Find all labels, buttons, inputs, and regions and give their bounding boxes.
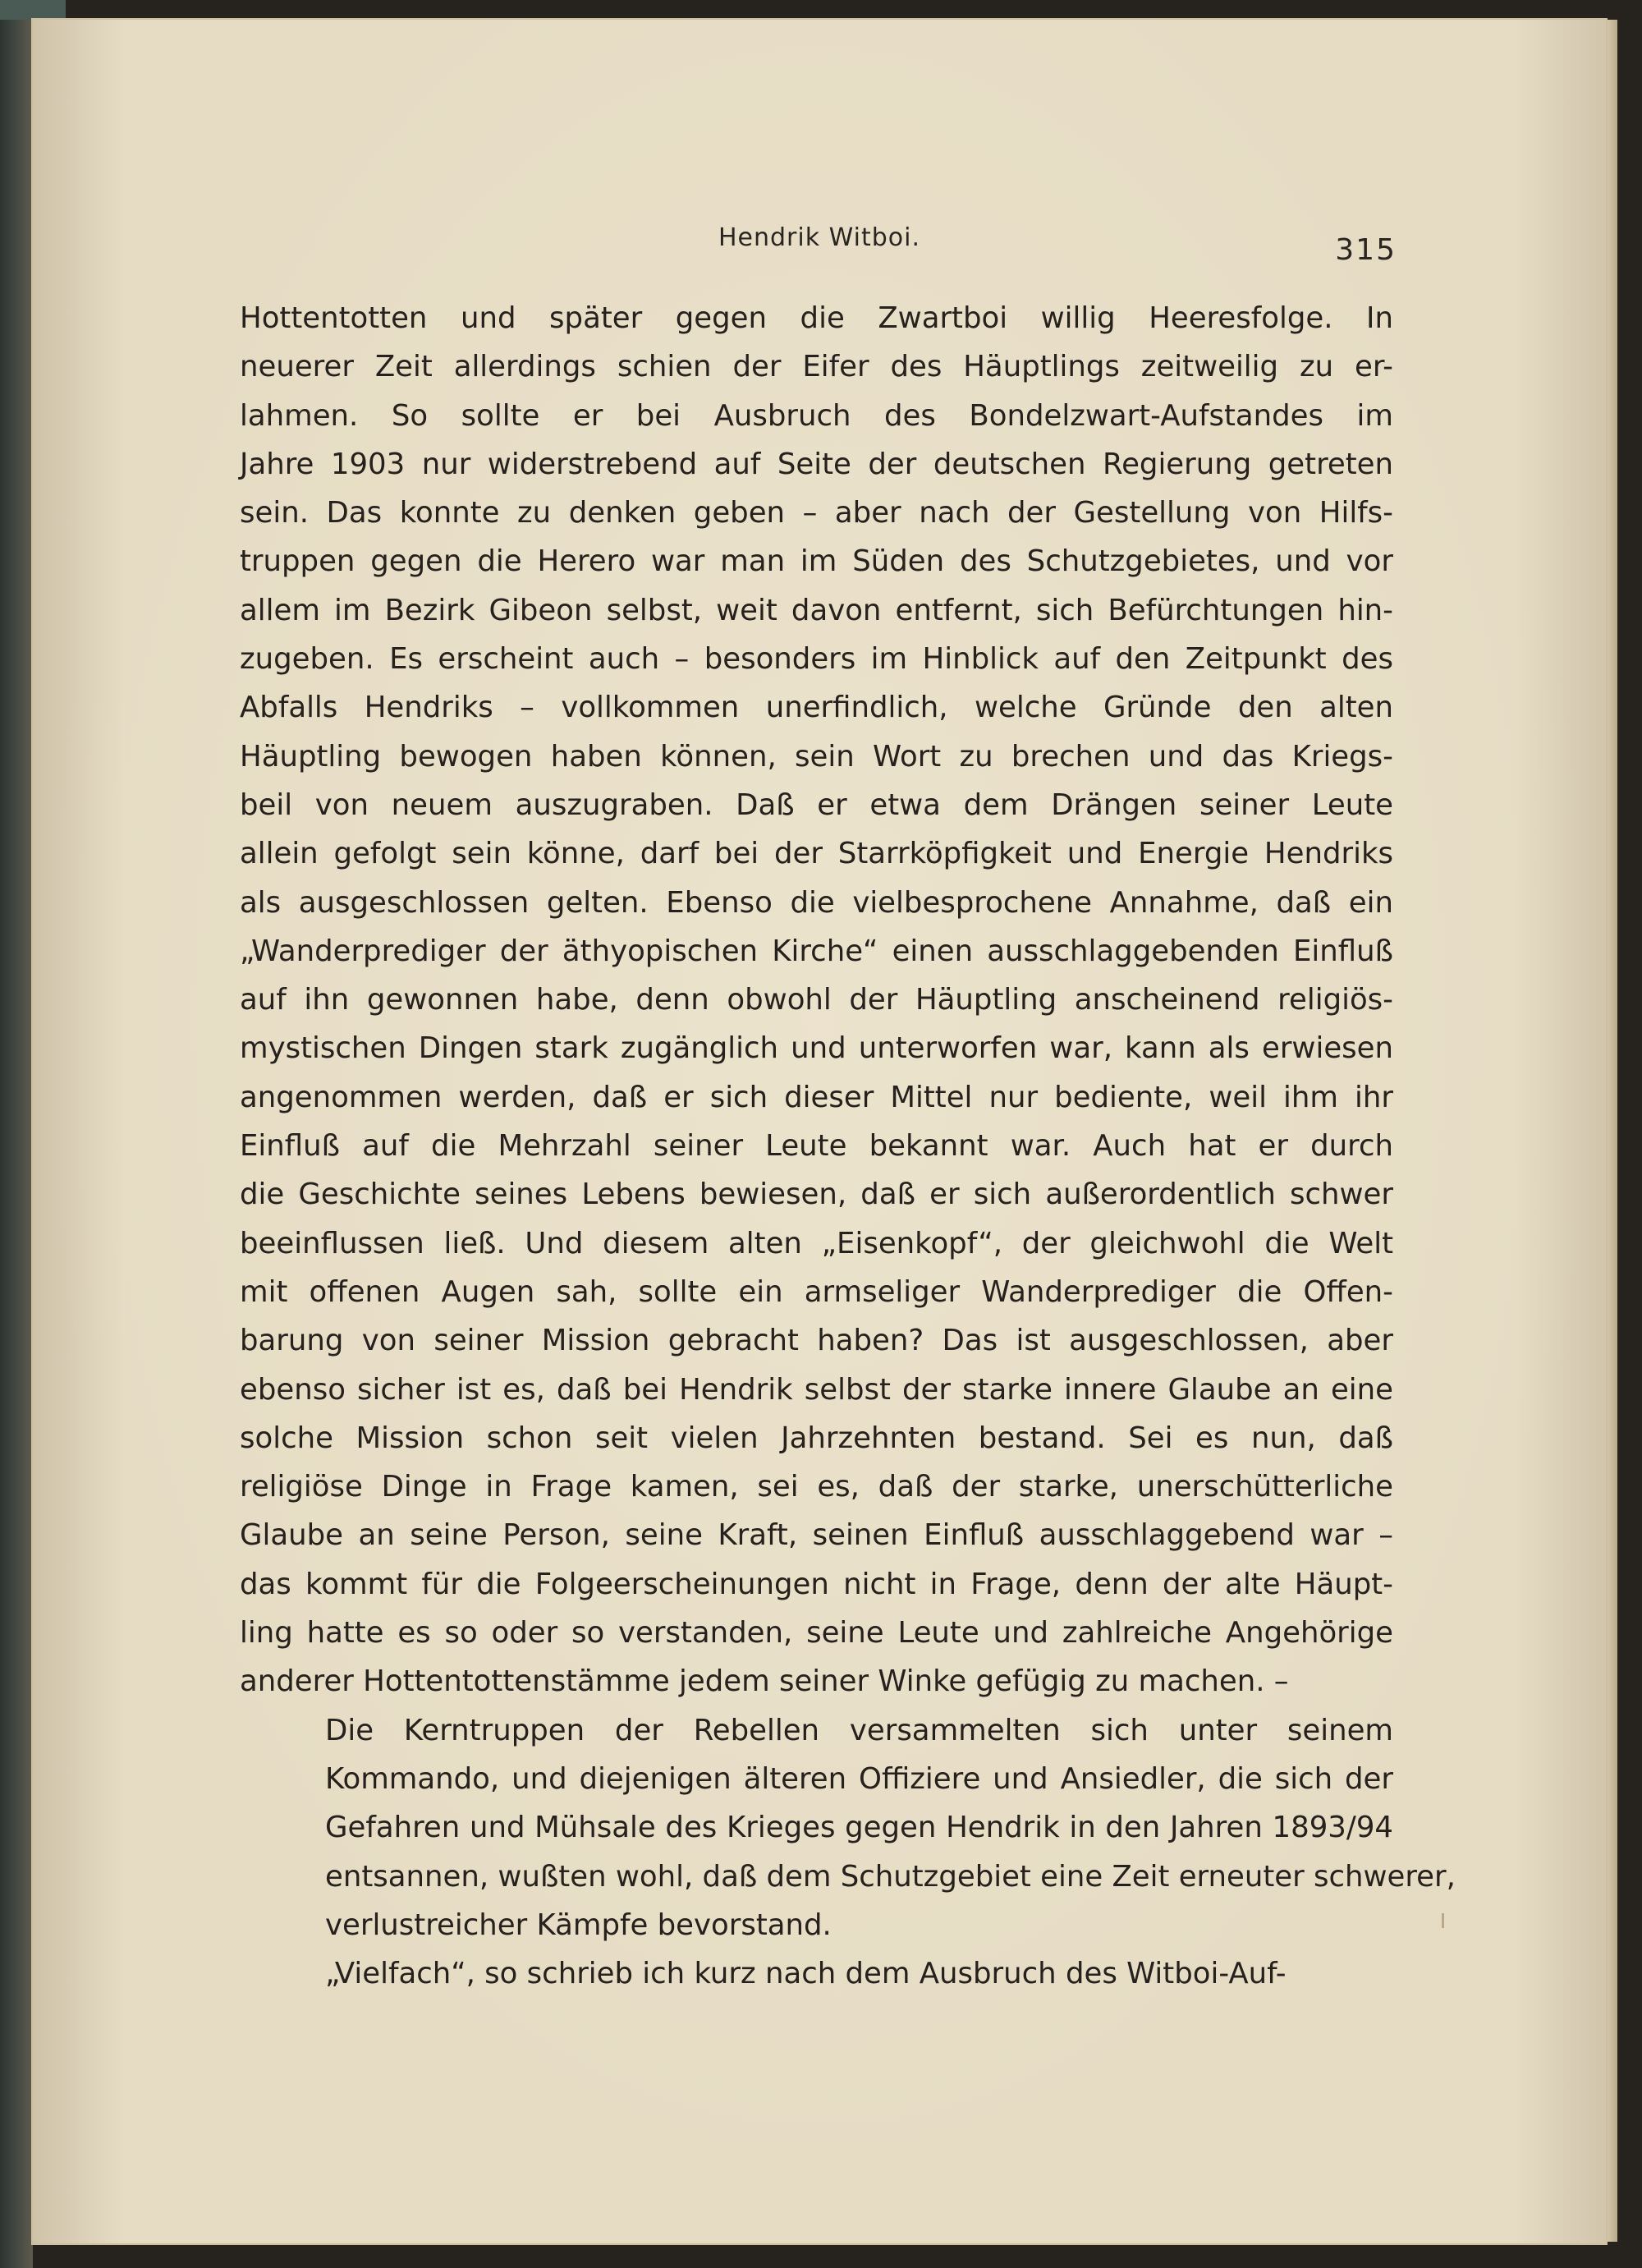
- text-line: ebenso sicher ist es, daß bei Hendrik selbst der starke innere Glaube an eine: [240, 1372, 1393, 1407]
- text-line: als ausgeschlossen gelten. Ebenso die vielbesprochene Annahme, daß ein: [240, 885, 1393, 920]
- body-text: [240, 294, 1456, 1998]
- text-line: ling hatte es so oder so verstanden, seine Leute und zahlreiche Angehörige: [240, 1616, 1393, 1650]
- text-line: mit offenen Augen sah, sollte ein armseliger Wanderprediger die Offen-: [240, 1274, 1393, 1309]
- text-line: beeinflussen ließ. Und diesem alten „Eisenkopf“, der gleichwohl die Welt: [240, 1226, 1393, 1260]
- text-line: anderer Hottentottenstämme jedem seiner Winke gefügig zu machen. –: [240, 1664, 1289, 1699]
- text-line: Hottentotten und später gegen die Zwartboi willig Heeresfolge. In: [240, 301, 1393, 335]
- text-line: beil von neuem auszugraben. Daß er etwa dem Drängen seiner Leute: [240, 787, 1393, 822]
- text-line: allem im Bezirk Gibeon selbst, weit davon entfernt, sich Befürchtungen hin-: [240, 593, 1393, 627]
- book-spine-edge: [0, 0, 33, 2268]
- text-line: Die Kerntruppen der Rebellen versammelten sich unter seinem: [325, 1713, 1393, 1747]
- text-line: neuerer Zeit allerdings schien der Eifer des Häuptlings zeitweilig zu er-: [240, 350, 1393, 384]
- text-line: auf ihn gewonnen habe, denn obwohl der Häuptling anscheinend religiös-: [240, 983, 1393, 1017]
- text-line: Jahre 1903 nur widerstrebend auf Seite der deutschen Regierung getreten: [240, 447, 1393, 481]
- text-line: die Geschichte seines Lebens bewiesen, daß er sich außerordentlich schwer: [240, 1178, 1393, 1212]
- paper-mark: [1442, 1913, 1444, 1928]
- binding-strip: [0, 0, 66, 20]
- text-line: Abfalls Hendriks – vollkommen unerfindlich, welche Gründe den alten: [240, 691, 1393, 725]
- text-line: angenommen werden, daß er sich dieser Mittel nur bediente, weil ihm ihr: [240, 1080, 1393, 1114]
- book-page: [31, 18, 1608, 2245]
- paragraph: [240, 1949, 1393, 1998]
- page-stack-edge: [1608, 20, 1617, 2242]
- running-head: Hendrik Witboi.: [718, 223, 921, 252]
- text-line: Kommando, und diejenigen älteren Offiziere und Ansiedler, die sich der: [325, 1761, 1393, 1796]
- text-line: sein. Das konnte zu denken geben – aber nach der Gestellung von Hilfs-: [240, 496, 1393, 530]
- text-line: Gefahren und Mühsale des Krieges gegen Hendrik in den Jahren 1893/94: [325, 1811, 1393, 1845]
- text-line: religiöse Dinge in Frage kamen, sei es, daß der starke, unerschütterliche: [240, 1470, 1393, 1504]
- text-line: „Wanderprediger der äthyopischen Kirche“ einen ausschlaggebenden Einfluß: [240, 934, 1393, 968]
- text-line: zugeben. Es erscheint auch – besonders im Hinblick auf den Zeitpunkt des: [240, 642, 1393, 677]
- text-line: lahmen. So sollte er bei Ausbruch des Bondelzwart-Aufstandes im: [240, 398, 1393, 433]
- text-line: Einfluß auf die Mehrzahl seiner Leute bekannt war. Auch hat er durch: [240, 1129, 1393, 1164]
- paragraph: [240, 1706, 1456, 1949]
- text-line: mystischen Dingen stark zugänglich und unterworfen war, kann als erwiesen: [240, 1031, 1393, 1066]
- text-line: Glaube an seine Person, seine Kraft, seinen Einfluß ausschlaggebend war –: [240, 1518, 1393, 1553]
- page-number: 315: [1335, 233, 1397, 267]
- text-line: allein gefolgt sein könne, darf bei der Starrköpfigkeit und Energie Hendriks: [240, 837, 1393, 871]
- text-line: das kommt für die Folgeerscheinungen nicht in Frage, denn der alte Häupt-: [240, 1567, 1393, 1601]
- text-line: verlustreicher Kämpfe bevorstand.: [325, 1908, 832, 1942]
- text-line: „Vielfach“, so schrieb ich kurz nach dem Ausbruch des Witboi-Auf-: [325, 1957, 1287, 1991]
- paragraph: [240, 294, 1393, 1706]
- text-line: truppen gegen die Herero war man im Süden des Schutzgebietes, und vor: [240, 544, 1393, 579]
- text-line: entsannen, wußten wohl, daß dem Schutzgebiet eine Zeit erneuter schwerer,: [325, 1859, 1456, 1894]
- text-line: solche Mission schon seit vielen Jahrzehnten bestand. Sei es nun, daß: [240, 1421, 1393, 1455]
- text-line: Häuptling bewogen haben können, sein Wort zu brechen und das Kriegs-: [240, 739, 1393, 774]
- text-line: barung von seiner Mission gebracht haben? Das ist ausgeschlossen, aber: [240, 1324, 1393, 1358]
